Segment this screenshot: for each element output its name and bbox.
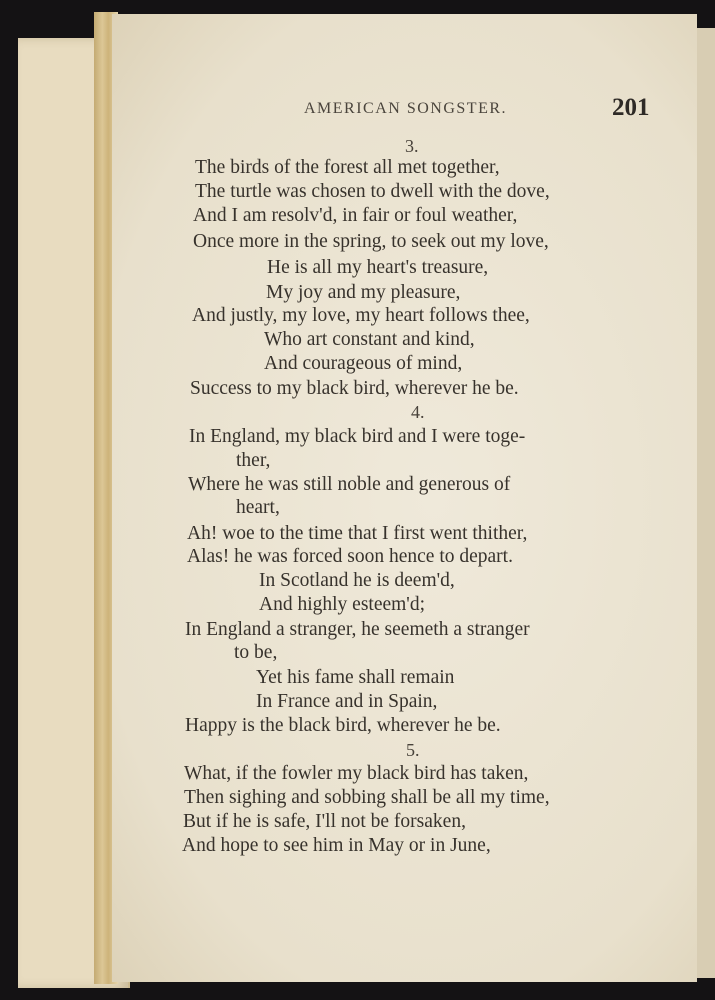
facing-page-edge	[697, 28, 715, 978]
verse-line: He is all my heart's treasure,	[267, 257, 489, 278]
verse-line: Then sighing and sobbing shall be all my time,	[184, 787, 550, 808]
verse-line: Alas! he was forced soon hence to depart.	[187, 546, 513, 567]
verse-line: In England, my black bird and I were toge-	[189, 426, 526, 447]
running-title: AMERICAN SONGSTER.	[304, 100, 508, 117]
verse-line: The turtle was chosen to dwell with the dove,	[195, 181, 550, 202]
verse-line: And justly, my love, my heart follows thee,	[192, 305, 530, 326]
page-number: 201	[612, 94, 650, 121]
verse-line: And courageous of mind,	[264, 353, 463, 374]
verse-line: What, if the fowler my black bird has taken,	[184, 763, 529, 784]
stanza-number: 3.	[405, 136, 419, 156]
verse-line: Where he was still noble and generous of	[188, 474, 511, 495]
verse-line: Once more in the spring, to seek out my love,	[193, 231, 549, 252]
stanza-number: 4.	[411, 402, 425, 422]
verse-line: to be,	[234, 642, 278, 663]
verse-line: And highly esteem'd;	[259, 594, 425, 615]
verse-line: heart,	[236, 497, 280, 518]
verse-line: In Scotland he is deem'd,	[259, 570, 455, 591]
verse-line: My joy and my pleasure,	[266, 282, 461, 303]
verse-line: In England a stranger, he seemeth a stranger	[185, 619, 530, 640]
verse-line: The birds of the forest all met together,	[195, 157, 500, 178]
verse-line: ther,	[236, 450, 271, 471]
verse-line: In France and in Spain,	[256, 691, 438, 712]
verse-line: But if he is safe, I'll not be forsaken,	[183, 811, 466, 832]
verse-line: Success to my black bird, wherever he be.	[190, 378, 519, 399]
verse-line: And I am resolv'd, in fair or foul weather,	[193, 205, 518, 226]
verse-line: Ah! woe to the time that I first went thither,	[187, 523, 528, 544]
stanza-number: 5.	[406, 740, 420, 760]
verse-line: Happy is the black bird, wherever he be.	[185, 715, 501, 736]
verse-line: Yet his fame shall remain	[256, 667, 455, 688]
verse-line: Who art constant and kind,	[264, 329, 475, 350]
verse-line: And hope to see him in May or in June,	[182, 835, 491, 856]
